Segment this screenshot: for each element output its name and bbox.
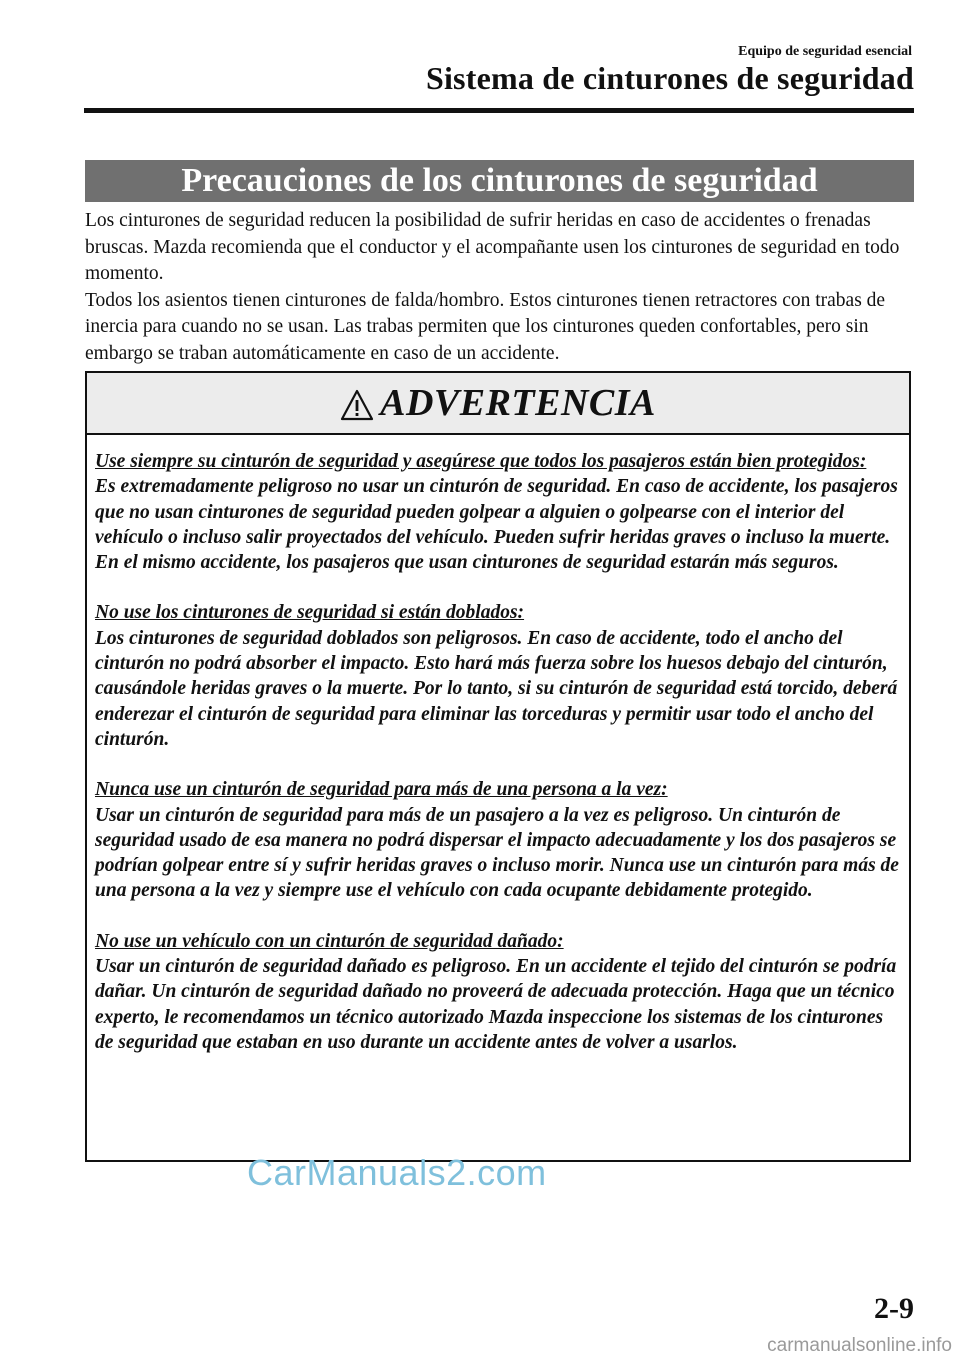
footer-watermark: carmanualsonline.info [767, 1335, 952, 1356]
section-banner: Precauciones de los cinturones de seguridad [85, 160, 914, 202]
warning-triangle-icon [340, 389, 374, 421]
page-title: Sistema de cinturones de seguridad [425, 60, 914, 96]
site-watermark: CarManuals2.com [247, 1152, 547, 1193]
header-divider [84, 108, 914, 113]
header-section-label: Equipo de seguridad esencial [738, 44, 912, 59]
intro-paragraph-1: Los cinturones de seguridad reducen la posibilidad de sufrir heridas en caso de accidentes o frenadas bruscas. Mazda recomienda que el conductor y el acompañante usen los cinturones de seguridad en todo momento. [85, 210, 900, 284]
warning-item-text: Los cinturones de seguridad doblados son peligrosos. En caso de accidente, todo el ancho del cinturón no podrá absorber el impacto. Esto hará más fuerza sobre los huesos debajo del cinturón, causándole heridas graves o la muerte. Por lo tanto, si su cinturón de seguridad está torcido, deberá enderezar el cinturón de seguridad para eliminar las torceduras y permitir usar todo el ancho del cinturón. [95, 627, 898, 750]
warning-item-heading: Nunca use un cinturón de seguridad para más de una persona a la vez: [95, 779, 668, 801]
warning-title: ADVERTENCIA [380, 382, 656, 424]
warning-item [95, 777, 899, 903]
warning-item-text: Usar un cinturón de seguridad para más de un pasajero a la vez es peligroso. Un cinturón de seguridad usado de esa manera no podrá dispersar el impacto adecuadamente y los dos pasajeros se podrían golpear entre sí y sufrir heridas graves o incluso morir. Nunca use un cinturón para más de una persona a la vez y siempre use el vehículo con cada ocupante debidamente protegido. [95, 804, 899, 902]
page-number: 2-9 [874, 1292, 914, 1325]
warning-body [87, 435, 909, 1055]
warning-box [85, 371, 911, 1162]
warning-item [95, 600, 899, 752]
warning-item [95, 929, 899, 1055]
warning-item-heading: No use un vehículo con un cinturón de seguridad dañado: [95, 930, 564, 952]
warning-item-text: Usar un cinturón de seguridad dañado es peligroso. En un accidente el tejido del cinturón se podría dañar. Un cinturón de seguridad dañado no proveerá de adecuada protección. Haga que un técnico experto, le recomendamos un técnico autorizado Mazda inspeccione los sistemas de los cinturones de seguridad que estaban en uso durante un accidente antes de volver a usarlos. [95, 956, 897, 1053]
intro-paragraph-2: Todos los asientos tienen cinturones de falda/hombro. Estos cinturones tienen retractores con trabas de inercia para cuando no se usan. Las trabas permiten que los cinturones queden confortables, pero sin embargo se traban automáticamente en caso de un accidente. [85, 289, 886, 364]
warning-item-heading: Use siempre su cinturón de seguridad y asegúrese que todos los pasajeros están bien protegidos: [95, 451, 867, 472]
warning-item-text: Es extremadamente peligroso no usar un cinturón de seguridad. En caso de accidente, los pasajeros que no usan cinturones de seguridad pueden golpear a alguien o golpearse con el interior del vehículo o incluso salir proyectados del vehículo. Pueden sufrir heridas graves o incluso la muerte. En el mismo accidente, los pasajeros que usan cinturones de seguridad estarán más seguros. [95, 476, 898, 574]
warning-item-heading: No use los cinturones de seguridad si están doblados: [95, 602, 525, 624]
warning-header [87, 373, 909, 435]
warning-item [95, 449, 899, 575]
intro-text [85, 208, 914, 367]
